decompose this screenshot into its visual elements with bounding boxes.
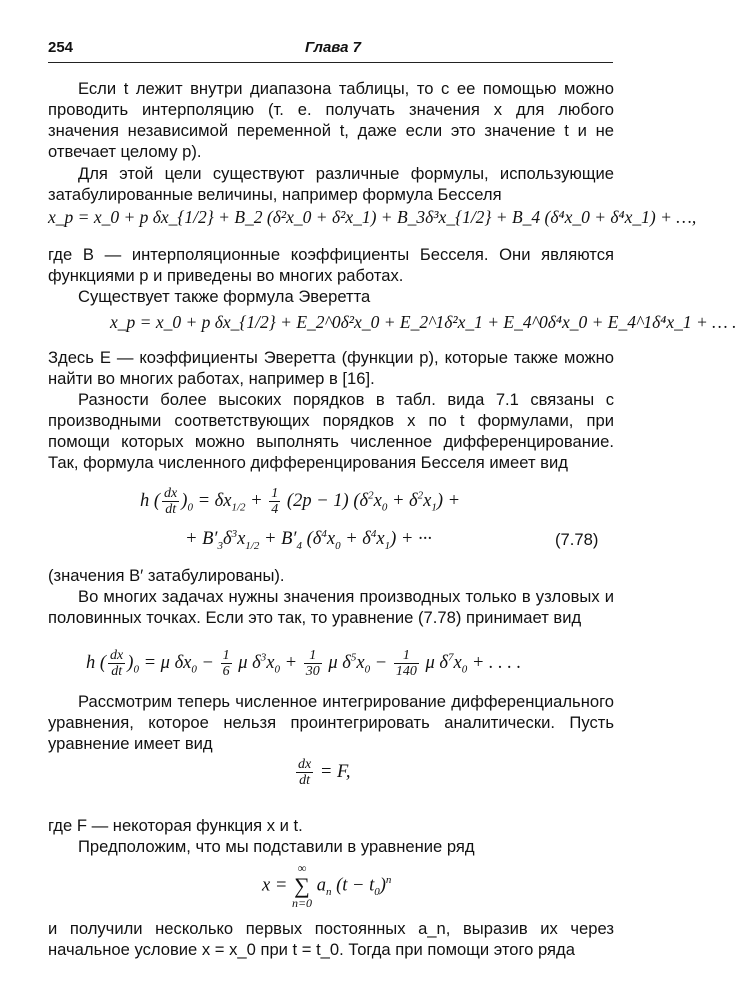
fraction-dx-dt: $\frac{dx}{dt}$ — [164, 486, 178, 517]
paragraph-5: Здесь E — коэффициенты Эверетта (функции p), которые также можно найти во многих работах, например в [16]. — [48, 348, 614, 388]
paragraph-6: Разности более высоких порядков в табл. вида 7.1 связаны с производными соответствующих порядков x по t формулами, при помощи которых можно выполнять численное дифференцирование. Так, формула численного дифференцирования Бесселя имеет вид — [48, 390, 614, 472]
equation-everett: x_p = x_0 + p δx_{1/2} + E_2^0δ²x_0 + E_2^1δ²x_1 + E_4^0δ⁴x_0 + E_4^1δ⁴x_1 + … . — [110, 312, 736, 332]
header-rule — [48, 62, 613, 63]
paragraph-12: и получили несколько первых постоянных a_n, выразив их через начальное условие x = x_0 при t = t_0. Тогда при помощи этого ряда — [48, 919, 614, 959]
chapter-title: Глава 7 — [305, 39, 362, 56]
equation-series: x = ∞ ∑ n=0 $a_n$ $(t - t_0)^n$ — [262, 861, 392, 910]
paragraph-10: где F — некоторая функция x и t. — [48, 816, 303, 835]
paragraph-7: (значения B′ затабулированы). — [48, 566, 285, 585]
fraction-one-quarter: $\frac{1}{4}$ — [271, 486, 279, 517]
equation-ode: $\frac{dx}{dt}$ = F, — [298, 757, 351, 788]
paragraph-8: Во многих задачах нужны значения производных только в узловых и половинных точках. Если это так, то уравнение (7.78) принимает вид — [48, 587, 614, 627]
paragraph-2: Для этой цели существуют различные формулы, использующие затабулированные величины, например формула Бесселя — [48, 164, 614, 204]
paragraph-4: Существует также формула Эверетта — [78, 287, 371, 306]
equation-bessel-derivative-line2: + $B'_3\delta^3x_{1/2} + B'_4$ $(\delta^4x_0 + \delta^4x_1)$ + ··· — [185, 528, 432, 552]
paragraph-3: где B — интерполяционные коэффициенты Бесселя. Они являются функциями p и приведены во многих работах. — [48, 245, 614, 285]
equation-bessel: x_p = x_0 + p δx_{1/2} + B_2 (δ²x_0 + δ²x_1) + B_3δ³x_{1/2} + B_4 (δ⁴x_0 + δ⁴x_1) + …, — [48, 207, 697, 227]
page-number: 254 — [48, 39, 74, 56]
paragraph-9: Рассмотрим теперь численное интегрирование дифференциального уравнения, которое нельзя проинтегрировать аналитически. Пусть уравнение имеет вид — [48, 692, 614, 753]
equation-bessel-derivative-line1: h ( $\frac{dx}{dt}$ )$_0 = \delta x_{1/2}$ + $\frac{1}{4}$ (2p − 1) $(\delta^2x_0 + \delta^2x_1)$ + — [140, 486, 461, 517]
equation-nodal-derivative: h ( $\frac{dx}{dt}$ )$_0 = \mu$ $\delta x_0$ − $\frac{1}{6}$ μ $\delta^3x_0$ + $\frac{1}{30}$ μ $\delta^5x_0$ − $\frac{1}{140}$ μ $\delta^7x_0$ + . . . . — [86, 648, 522, 679]
paragraph-11: Предположим, что мы подставили в уравнение ряд — [78, 837, 475, 856]
paragraph-1: Если t лежит внутри диапазона таблицы, то с ее помощью можно проводить интерполяцию (т. е. получать значения x для любого значения независимой переменной t, даже если это значение t и не отвечает целому p). — [48, 79, 614, 161]
equation-number: (7.78) — [555, 530, 599, 549]
